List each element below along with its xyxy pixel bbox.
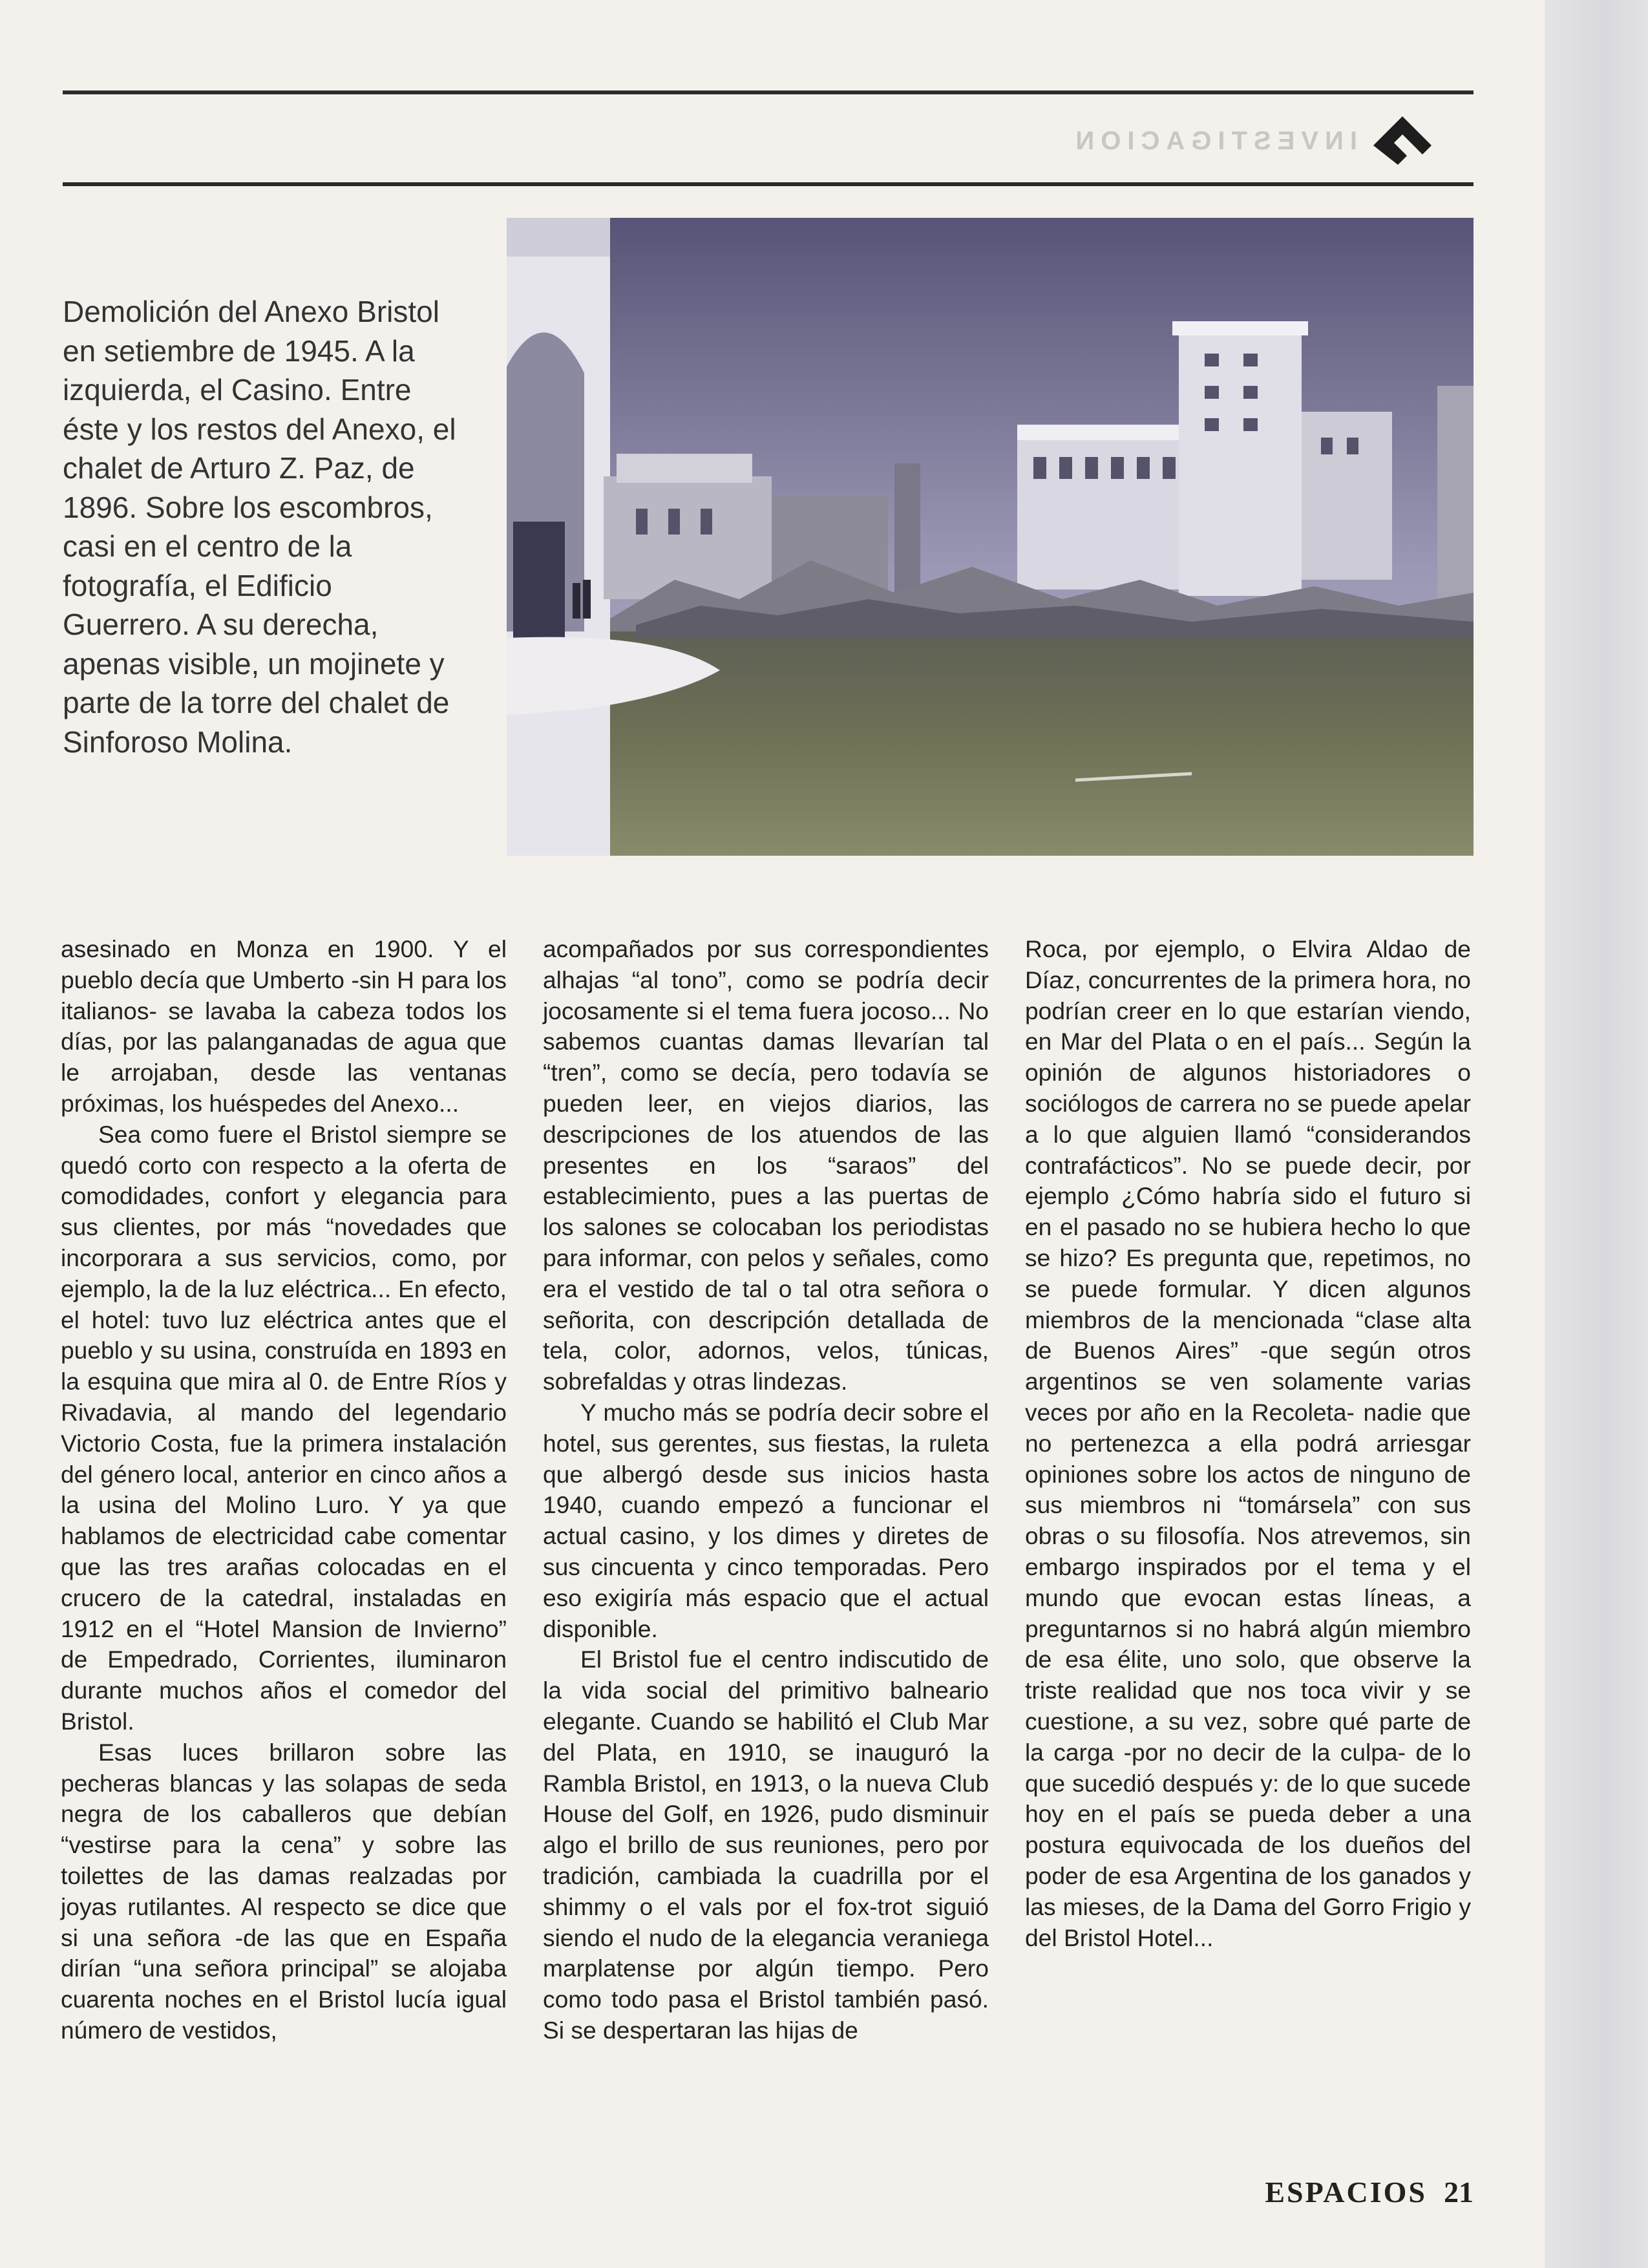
section-label: INVESTIGACION [1069,127,1357,155]
header-rule-top [63,90,1474,94]
header-rule-bottom [63,182,1474,186]
paragraph: Y mucho más se podría decir sobre el hotel, sus gerentes, sus fiestas, la ruleta que albergó desde sus inicios hasta 1940, cuando empezó a funcionar el actual casino, y los dimes y diretes de sus cincuenta y cinco temporadas. Pero eso exigiría más espacio que el actual disponible. [543,1398,989,1642]
magazine-name: ESPACIOS [1265,2176,1427,2209]
paragraph: El Bristol fue el centro indiscutido de la vida social del primitivo balneario elegante. Cuando se habilitó el Club Mar del Plata, en 1910, se inauguró la Rambla Bristol, en 1913, o la nueva Club House del Golf, en 1926, pudo disminuir algo el brillo de sus reuniones, pero por tradición, cambiada la cuadrilla por el shimmy o el vals por el fox-trot siguió siendo el nudo de la elegancia veraniega marplatense por algún tiempo. Pero como todo pasa el Bristol también pasó. Si se despertaran las hijas de [543,1646,989,2044]
demolition-photo-image [507,218,1474,856]
text-column-3 [1025,934,1471,1953]
archival-photo [507,218,1474,856]
paragraph: acompañados por sus correspondientes alhajas “al tono”, como se podría decir jocosamente si el tema fuera jocoso... No sabemos cuantas damas llevarían tal “tren”, como se decía, pero todavía se pueden leer, en viejos diarios, las descripciones de los atuendos de las presentes en los “saraos” del establecimiento, pues a las puertas de los salones se colocaban los periodistas para informar, con pelos y señales, como era el vestido de tal o tal otra señora o señorita, con descripción detallada de tela, color, adornos, velos, túnicas, sobrefaldas y otras lindezas. [543,935,989,1395]
paragraph: asesinado en Monza en 1900. Y el pueblo decía que Umberto -sin H para los italianos- se lavaba la cabeza todos los días, por las palanganadas de agua que le arrojaban, desde las ventanas próximas, los huéspedes del Anexo... [61,935,507,1117]
magazine-logo-icon [1367,107,1438,178]
paragraph: Esas luces brillaron sobre las pecheras blancas y las solapas de seda negra de los caballeros que debían “vestirse para la cena” y sobre las toilettes de las damas realzadas por joyas rutilantes. Al respecto se dice que si una señora -de las que en España dirían “una señora principal” se alojaba cuarenta noches en el Bristol lucía igual número de vestidos, [61,1738,507,2044]
paragraph: Roca, por ejemplo, o Elvira Aldao de Díaz, concurrentes de la primera hora, no podrían creer en lo que estarían viendo, en Mar del Plata o en el país... Según la opinión de algunos historiadores o sociólogos de carrera no se puede apelar a lo que alguien llamó “considerandos contrafácticos”. No se puede decir, por ejemplo ¿Cómo habría sido el futuro si en el pasado no se hubiera hecho lo que se hizo? Es pregunta que, repetimos, no se puede formular. Y dicen algunos miembros de la mencionada “clase alta de Buenos Aires” -que según otros argentinos se ven solamente varias veces por año en la Recoleta- nadie que no pertenezca a ella podrá arriesgar opiniones sobre los actos de ninguno de sus miembros ni “tomársela” con sus obras o su filosofía. Nos atrevemos, sin embargo inspirados por el tema y el mundo que evocan estas líneas, a preguntarnos si no habrá algún miembro de esa élite, uno solo, que observe la triste realidad que nos toca vivir y se cuestione, a su vez, sobre qué parte de la carga -por no decir de la culpa- de lo que sucedió después y: de lo que sucede hoy en el país se pueda deber a una postura equivocada de los dueños del poder de esa Argentina de los ganados y las mieses, de la Dama del Gorro Frigio y del Bristol Hotel... [1025,935,1471,1951]
photo-caption: Demolición del Anexo Bristol en setiembre de 1945. A la izquierda, el Casino. Entre éste y los restos del Anexo, el chalet de Arturo Z. Paz, de 1896. Sobre los escombros, casi en el centro de la fotografía, el Edificio Guerrero. A su derecha, apenas visible, un mojinete y parte de la torre del chalet de Sinforoso Molina. [63,295,456,759]
text-column-2 [543,934,989,2046]
article-body [61,934,1476,2149]
page-number: 21 [1444,2176,1474,2209]
page-edge [1545,0,1648,2268]
text-column-1 [61,934,507,2046]
paragraph: Sea como fuere el Bristol siempre se quedó corto con respecto a la oferta de comodidades, confort y elegancia para sus clientes, por más “novedades que incorporara a sus servicios, como, por ejemplo, la de la luz eléctrica... En efecto, el hotel: tuvo luz eléctrica antes que el pueblo y su usina, construída en 1893 en la esquina que mira al 0. de Entre Ríos y Rivadavia, al mando del legendario Victorio Costa, fue la primera instalación del género local, anterior en cinco años a la usina del Molino Luro. Y ya que hablamos de electricidad cabe comentar que las tres arañas colocadas en el crucero de la catedral, instaladas en 1912 en el “Hotel Mansion de Invierno” de Empedrado, Corrientes, iluminaron durante muchos años el comedor del Bristol. [61,1120,507,1735]
page-footer [1215,2173,1474,2212]
